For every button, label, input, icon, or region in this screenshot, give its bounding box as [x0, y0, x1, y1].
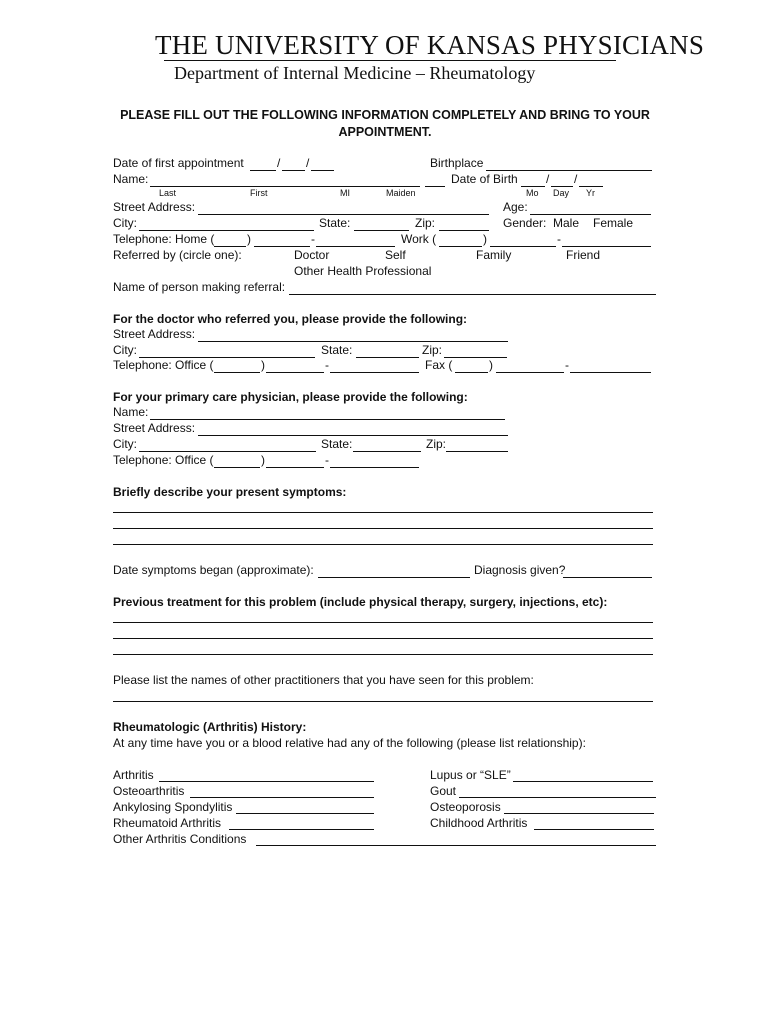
history-gout-field[interactable] [459, 797, 656, 798]
pcp-state-field[interactable] [353, 451, 421, 452]
history-lupus-field[interactable] [513, 781, 653, 782]
pcp-city-label: City: [113, 437, 137, 451]
referred-self[interactable]: Self [385, 248, 406, 262]
diagnosis-label: Diagnosis given? [474, 563, 566, 577]
dash: - [325, 453, 329, 467]
appt-month-field[interactable] [250, 170, 276, 171]
birthplace-label: Birthplace [430, 156, 484, 170]
pcp-city-field[interactable] [139, 451, 316, 452]
previous-treatment-heading: Previous treatment for this problem (include physical therapy, surgery, injections, etc): [113, 595, 608, 609]
ref-state-label: State: [321, 343, 353, 357]
ref-street-label: Street Address: [113, 327, 196, 341]
ref-zip-field[interactable] [444, 357, 507, 358]
street-field[interactable] [198, 214, 489, 215]
age-field[interactable] [530, 214, 651, 215]
department-title: Department of Internal Medicine – Rheumatology [174, 63, 536, 83]
pcp-tel-prefix-field[interactable] [266, 467, 324, 468]
ref-city-label: City: [113, 343, 137, 357]
referring-doctor-heading: For the doctor who referred you, please provide the following: [113, 312, 468, 326]
tel-home-area-field[interactable] [214, 246, 246, 247]
practitioners-label: Please list the names of other practitioners that you have seen for this problem: [113, 673, 534, 687]
referred-family[interactable]: Family [476, 248, 512, 262]
pcp-tel-label: Telephone: Office ( [113, 453, 214, 467]
appt-year-field[interactable] [311, 170, 334, 171]
sub-last: Last [159, 188, 177, 198]
pcp-name-field[interactable] [150, 419, 505, 420]
age-label: Age: [503, 200, 528, 214]
history-rheumatoid-label: Rheumatoid Arthritis [113, 816, 222, 830]
referred-other-hp[interactable]: Other Health Professional [294, 264, 432, 278]
dash: - [325, 358, 329, 372]
pcp-tel-area-field[interactable] [214, 467, 260, 468]
treatment-line-2[interactable] [113, 638, 653, 639]
instruction-line-1: PLEASE FILL OUT THE FOLLOWING INFORMATION COMPLETELY AND BRING TO YOUR [120, 108, 650, 122]
diagnosis-field[interactable] [563, 577, 652, 578]
pcp-zip-label: Zip: [426, 437, 447, 451]
symptoms-line-3[interactable] [113, 544, 653, 545]
ref-fax-line-field[interactable] [570, 372, 651, 373]
history-childhood-field[interactable] [534, 829, 654, 830]
name-label: Name: [113, 172, 149, 186]
tel-home-line-field[interactable] [316, 246, 395, 247]
dash: - [311, 232, 315, 246]
symptoms-began-field[interactable] [318, 577, 470, 578]
history-osteoarthritis-field[interactable] [190, 797, 374, 798]
dash: - [557, 232, 561, 246]
zip-label: Zip: [415, 216, 436, 230]
history-other-field[interactable] [256, 845, 656, 846]
treatment-line-1[interactable] [113, 622, 653, 623]
paren: ) [489, 358, 493, 372]
work-prefix-field[interactable] [490, 246, 556, 247]
history-gout-label: Gout [430, 784, 457, 798]
gender-label: Gender: [503, 216, 547, 230]
state-label: State: [319, 216, 351, 230]
referrer-name-field[interactable] [289, 294, 656, 295]
sub-first: First [250, 188, 268, 198]
ref-tel-prefix-field[interactable] [266, 372, 324, 373]
dob-month-field[interactable] [521, 186, 545, 187]
sub-mi: MI [340, 188, 350, 198]
state-field[interactable] [354, 230, 409, 231]
history-heading: Rheumatologic (Arthritis) History: [113, 720, 307, 734]
sub-day: Day [553, 188, 570, 198]
ref-tel-label: Telephone: Office ( [113, 358, 214, 372]
ref-zip-label: Zip: [422, 343, 443, 357]
slash: / [277, 156, 281, 170]
city-field[interactable] [139, 230, 314, 231]
pcp-zip-field[interactable] [446, 451, 508, 452]
history-ankylosing-field[interactable] [236, 813, 374, 814]
symptoms-heading: Briefly describe your present symptoms: [113, 485, 347, 499]
history-other-label: Other Arthritis Conditions [113, 832, 247, 846]
sub-mo: Mo [526, 188, 539, 198]
city-label: City: [113, 216, 137, 230]
slash: / [306, 156, 310, 170]
referred-doctor[interactable]: Doctor [294, 248, 330, 262]
ref-fax-label: Fax ( [425, 358, 453, 372]
zip-field[interactable] [439, 230, 489, 231]
appt-day-field[interactable] [282, 170, 305, 171]
history-ankylosing-label: Ankylosing Spondylitis [113, 800, 233, 814]
sub-maiden: Maiden [386, 188, 416, 198]
tel-home-prefix-field[interactable] [254, 246, 310, 247]
tel-home-label: Telephone: Home ( [113, 232, 215, 246]
pcp-street-label: Street Address: [113, 421, 196, 435]
sub-yr: Yr [586, 188, 595, 198]
university-title: THE UNIVERSITY OF KANSAS PHYSICIANS [155, 30, 705, 60]
history-question: At any time have you or a blood relative had any of the following (please list relationship): [113, 736, 586, 750]
paren: ) [261, 358, 265, 372]
street-label: Street Address: [113, 200, 196, 214]
name-field[interactable] [150, 186, 420, 187]
history-osteoarthritis-label: Osteoarthritis [113, 784, 185, 798]
work-line-field[interactable] [562, 246, 651, 247]
history-rheumatoid-field[interactable] [229, 829, 374, 830]
history-lupus-label: Lupus or “SLE” [430, 768, 511, 782]
referred-friend[interactable]: Friend [566, 248, 601, 262]
paren: ) [483, 232, 487, 246]
ref-fax-prefix-field[interactable] [496, 372, 564, 373]
first-appointment-label: Date of first appointment [113, 156, 244, 170]
ref-fax-area-field[interactable] [455, 372, 488, 373]
work-label: Work ( [401, 232, 437, 246]
gender-female[interactable]: Female [593, 216, 634, 230]
ref-street-field[interactable] [198, 341, 508, 342]
dash: - [565, 358, 569, 372]
dob-label: Date of Birth [451, 172, 518, 186]
primary-care-heading: For your primary care physician, please provide the following: [113, 390, 468, 404]
pcp-tel-line-field[interactable] [330, 467, 419, 468]
paren: ) [261, 453, 265, 467]
ref-tel-line-field[interactable] [330, 372, 419, 373]
dob-day-field[interactable] [551, 186, 573, 187]
referrer-name-label: Name of person making referral: [113, 280, 286, 294]
history-arthritis-label: Arthritis [113, 768, 154, 782]
work-area-field[interactable] [439, 246, 482, 247]
referred-label: Referred by (circle one): [113, 248, 242, 262]
instruction-line-2: APPOINTMENT. [338, 125, 432, 139]
symptoms-began-label: Date symptoms began (approximate): [113, 563, 314, 577]
pcp-name-label: Name: [113, 405, 149, 419]
title-rule [164, 60, 616, 61]
history-childhood-label: Childhood Arthritis [430, 816, 528, 830]
practitioners-line[interactable] [113, 701, 653, 702]
gender-male[interactable]: Male [553, 216, 580, 230]
history-osteoporosis-field[interactable] [504, 813, 654, 814]
symptoms-line-1[interactable] [113, 512, 653, 513]
name-maiden-field[interactable] [425, 186, 445, 187]
ref-state-field[interactable] [356, 357, 419, 358]
birthplace-field[interactable] [486, 170, 652, 171]
paren: ) [247, 232, 251, 246]
history-arthritis-field[interactable] [159, 781, 374, 782]
history-osteoporosis-label: Osteoporosis [430, 800, 501, 814]
dob-year-field[interactable] [579, 186, 603, 187]
ref-tel-area-field[interactable] [214, 372, 260, 373]
symptoms-line-2[interactable] [113, 528, 653, 529]
slash: / [546, 172, 550, 186]
treatment-line-3[interactable] [113, 654, 653, 655]
pcp-street-field[interactable] [198, 435, 508, 436]
pcp-state-label: State: [321, 437, 353, 451]
slash: / [574, 172, 578, 186]
